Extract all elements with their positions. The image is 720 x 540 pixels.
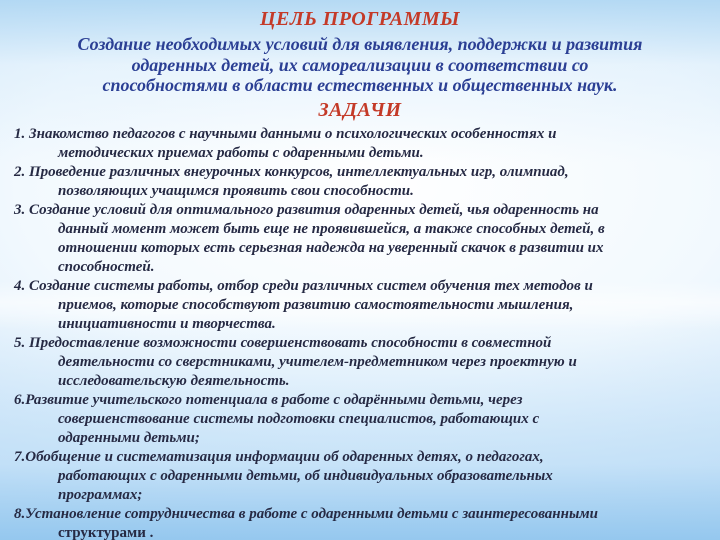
task-item	[0, 505, 720, 540]
task-line: 4. Создание системы работы, отбор среди различных систем обучения тех методов и	[14, 277, 593, 294]
task-item	[0, 125, 720, 163]
task-line: отношении которых есть серьезная надежда на уверенный скачок в развитии их	[58, 239, 604, 256]
task-item	[0, 163, 720, 201]
task-item	[0, 201, 720, 277]
task-line: позволяющих учащимся проявить свои способности.	[58, 182, 414, 199]
task-line: 5. Предоставление возможности совершенствовать способности в совместной	[14, 334, 552, 351]
task-line: 7.Обобщение и систематизация информации об одаренных детях, о педагогах,	[14, 448, 544, 465]
task-line: 2. Проведение различных внеурочных конкурсов, интеллектуальных игр, олимпиад,	[14, 163, 569, 180]
page-title: ЦЕЛЬ ПРОГРАММЫ	[259, 8, 461, 30]
task-item	[0, 277, 720, 334]
task-item	[0, 334, 720, 391]
task-line: 8.Установление сотрудничества в работе с одаренными детьми с заинтересованными	[14, 505, 598, 522]
task-list	[0, 125, 720, 540]
task-line: деятельности со сверстниками, учителем-предметником через проектную и	[58, 353, 577, 370]
task-line: приемов, которые способствуют развитию самостоятельности мышления,	[58, 296, 574, 313]
goal-paragraph	[0, 34, 720, 96]
task-line: методических приемах работы с одаренными детьми.	[58, 144, 424, 161]
task-line: исследовательскую деятельность.	[58, 372, 290, 389]
task-item	[0, 448, 720, 505]
task-line: программах;	[58, 486, 143, 503]
task-line: 6.Развитие учительского потенциала в работе с одарёнными детьми, через	[14, 391, 523, 408]
task-line: структурами .	[58, 524, 154, 540]
task-item	[0, 391, 720, 448]
task-line: 3. Создание условий для оптимального развития одаренных детей, чья одаренность на	[14, 201, 599, 218]
task-line: способностей.	[58, 258, 155, 275]
goal-line: Создание необходимых условий для выявления, поддержки и развития	[77, 34, 643, 54]
goal-line: способностями в области естественных и общественных наук.	[102, 75, 618, 95]
goal-line: одаренных детей, их самореализации в соответствии со	[131, 54, 589, 75]
task-line: данный момент может быть еще не проявившейся, а также способных детей, в	[58, 220, 605, 237]
tasks-heading: ЗАДАЧИ	[318, 98, 402, 121]
task-line: совершенствование системы подготовки специалистов, работающих с	[58, 410, 540, 427]
task-line: инициативности и творчества.	[58, 315, 276, 332]
task-line: одаренными детьми;	[58, 429, 200, 446]
task-line: 1. Знакомство педагогов с научными данными о психологических особенностях и	[14, 125, 557, 142]
task-line: работающих с одаренными детьми, об индивидуальных образовательных	[58, 467, 553, 484]
